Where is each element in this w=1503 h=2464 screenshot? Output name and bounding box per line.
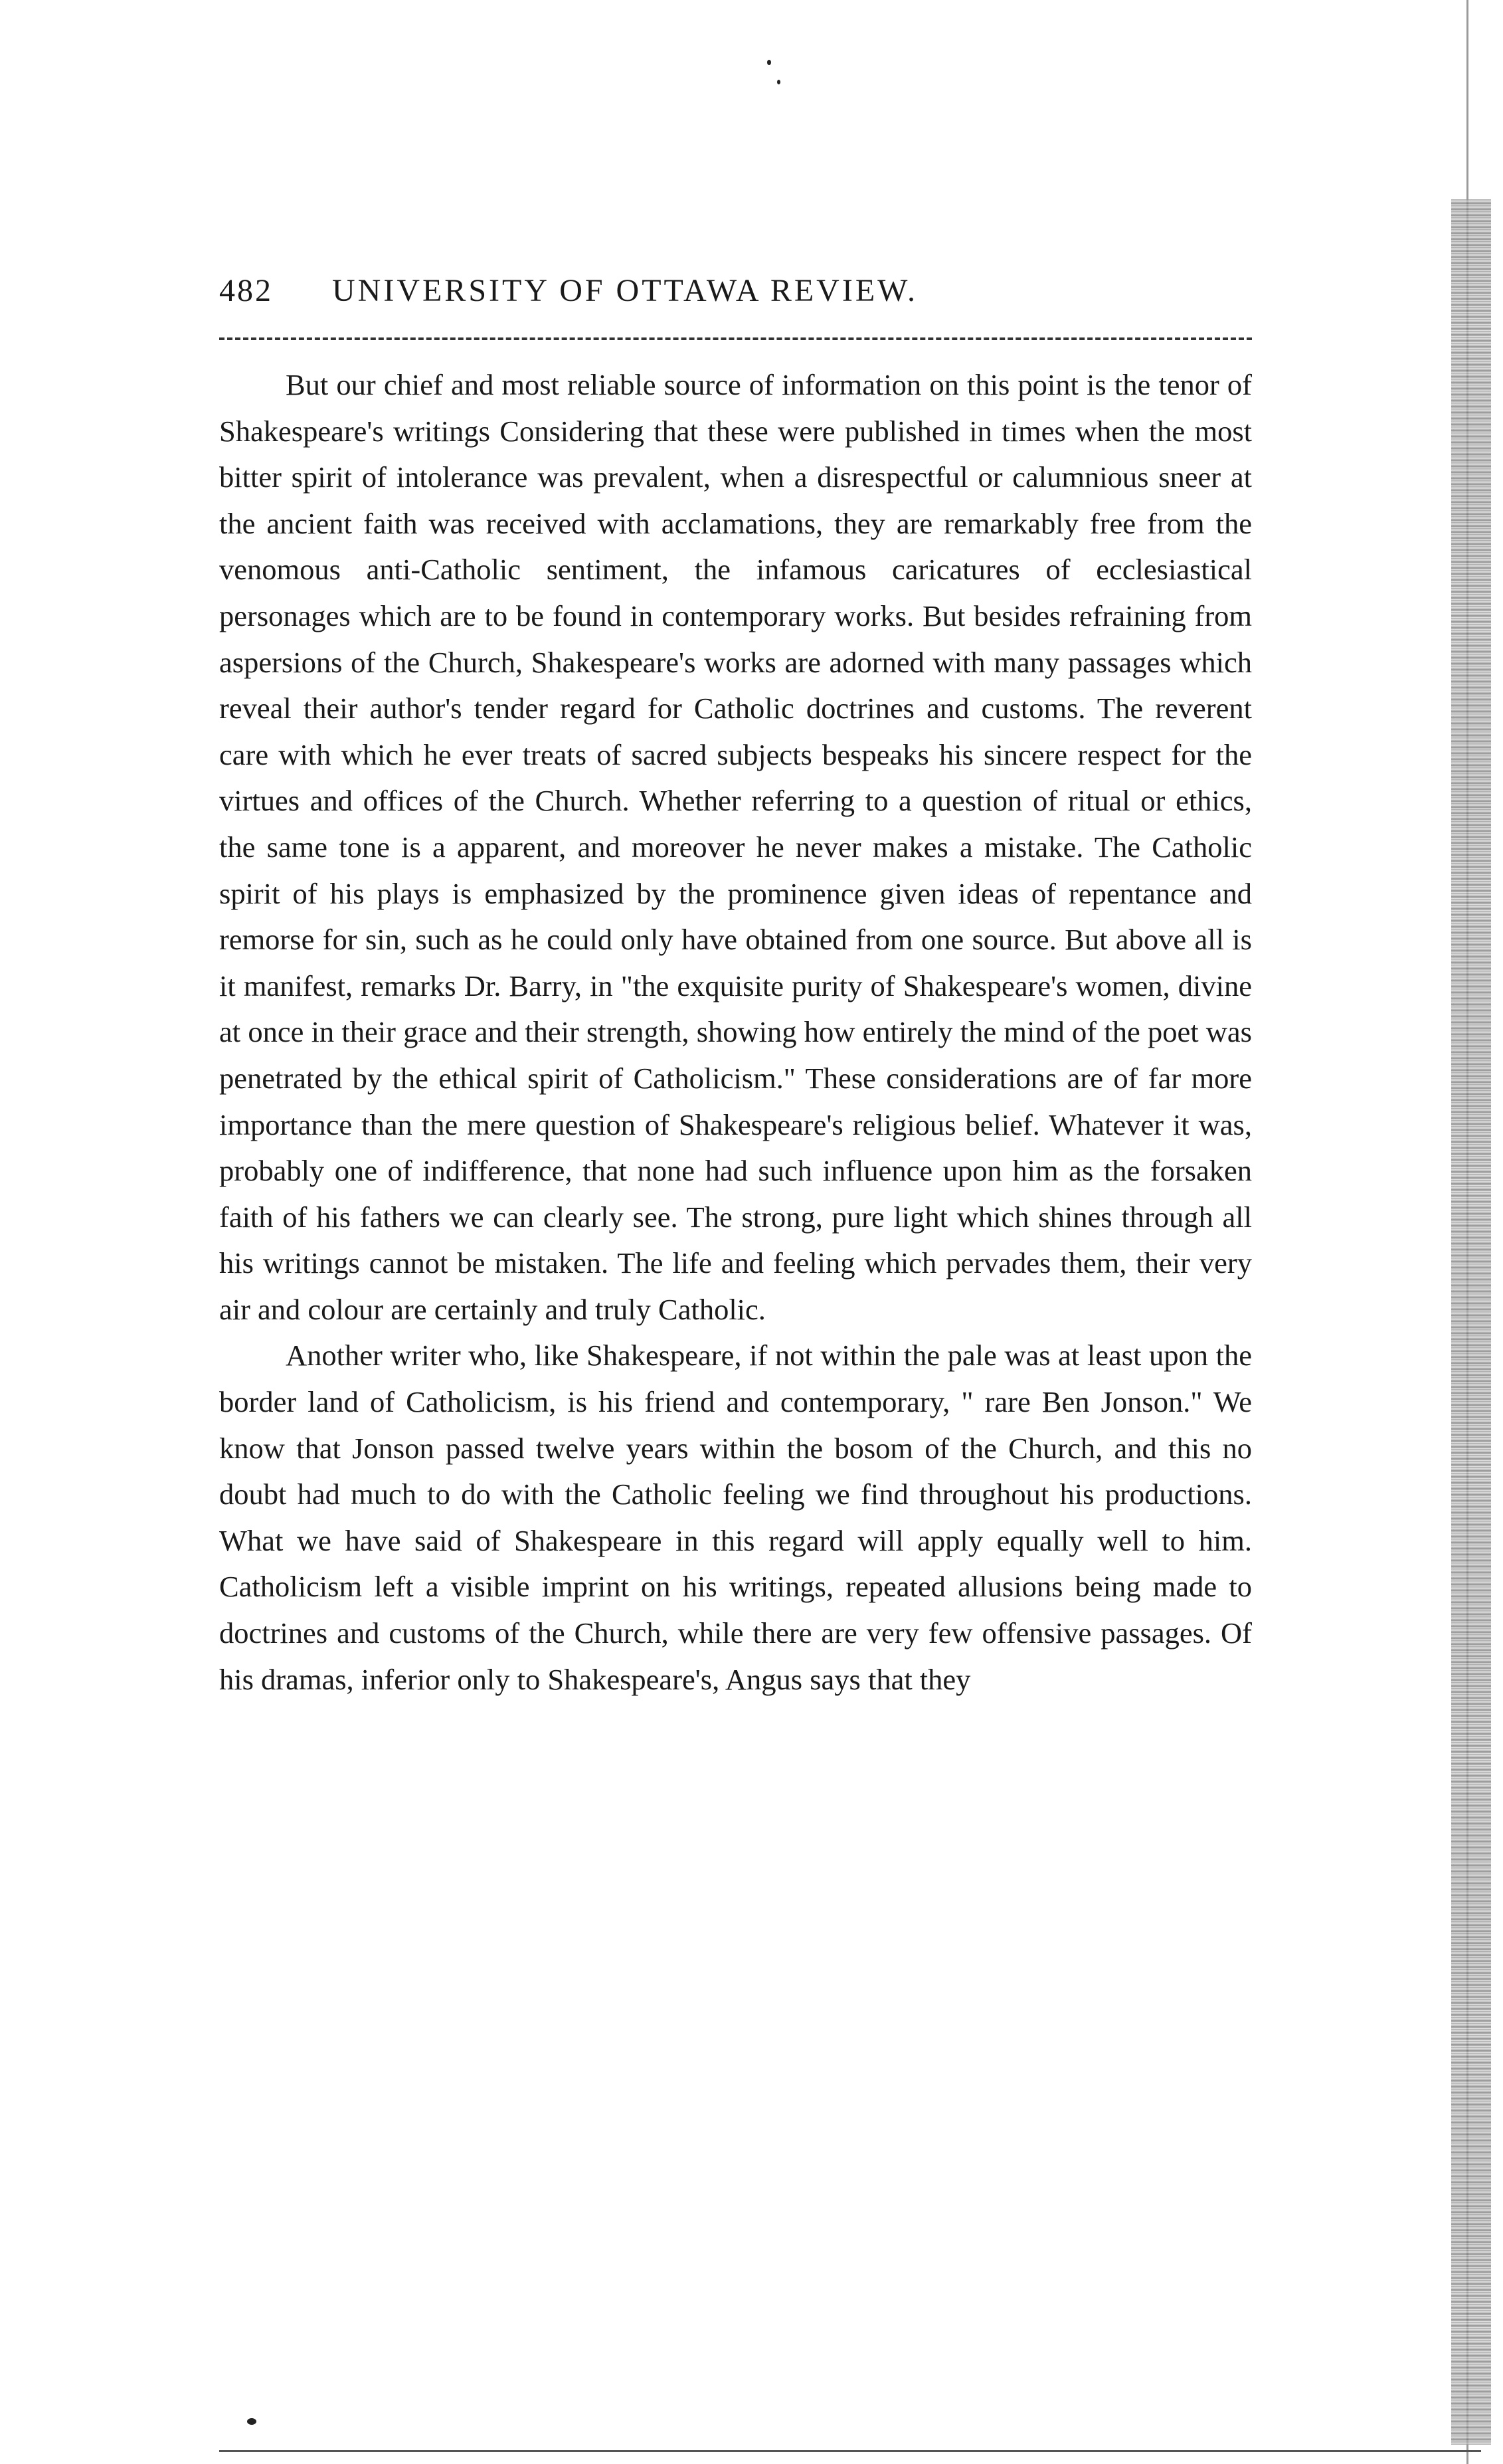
paragraph-2: Another writer who, like Shakespeare, if not within the pale was at least upon the border land of Catholicism, is his friend and contemporary, " rare Ben Jonson." We know that Jonson passed twelve years within the bosom of the Church, and this no doubt had much to do with the Catholic feeling we find throughout his productions. What we have said of Shakespeare in this regard will apply equally well to him. Catholicism left a visible imprint on his writings, repeated allusions being made to doctrines and customs of the Church, while there are very few offensive passages. Of his dramas, inferior only to Shakespeare's, Angus says that they xyxy=(219,1339,1252,1696)
ink-speck xyxy=(247,2418,256,2425)
bottom-rule xyxy=(219,2450,1481,2452)
running-head: UNIVERSITY OF OTTAWA REVIEW. xyxy=(332,273,919,308)
page-number: 482 xyxy=(219,273,273,308)
page-edge-shadow xyxy=(1451,199,1491,2445)
paragraph-1: But our chief and most reliable source of information on this point is the tenor of Shakespeare's writings Considering that these were published in times when the most bitter spirit of intolerance was prevalent, when a disrespectful or calumnious sneer at the ancient faith was received with acclamations, they are remarkably free from the venomous anti-Catholic sentiment, the infamous caricatures of ecclesiastical personages which are to be found in contemporary works. But besides refraining from aspersions of the Church, Shakespeare's works are adorned with many passages which reveal their author's tender regard for Catholic doctrines and customs. The reverent care with which he ever treats of sacred subjects bespeaks his sincere respect for the virtues and offices of the Church. Whether referring to a question of ritual or ethics, the same tone is a apparent, and moreover he never makes a mistake. The Catholic spirit of his plays is emphasized by the prominence given ideas of repentance and remorse for sin, such as he could only have obtained from one source. But above all is it manifest, remarks Dr. Barry, in "the exquisite purity of Shakespeare's women, divine at once in their grace and their strength, showing how entirely the mind of the poet was penetrated by the ethical spirit of Catholicism." These considerations are of far more importance than the mere question of Shakespeare's religious belief. Whatever it was, probably one of indifference, that none had such influence upon him as the forsaken faith of his fathers we can clearly see. The strong, pure light which shines through all his writings cannot be mistaken. The life and feeling which pervades them, their very air and colour are certainly and truly Catholic. xyxy=(219,368,1252,1326)
header-rule xyxy=(219,337,1252,340)
ink-speck xyxy=(767,60,771,65)
body-text xyxy=(219,362,1252,1703)
ink-speck xyxy=(777,80,780,84)
page-header xyxy=(219,272,1255,326)
